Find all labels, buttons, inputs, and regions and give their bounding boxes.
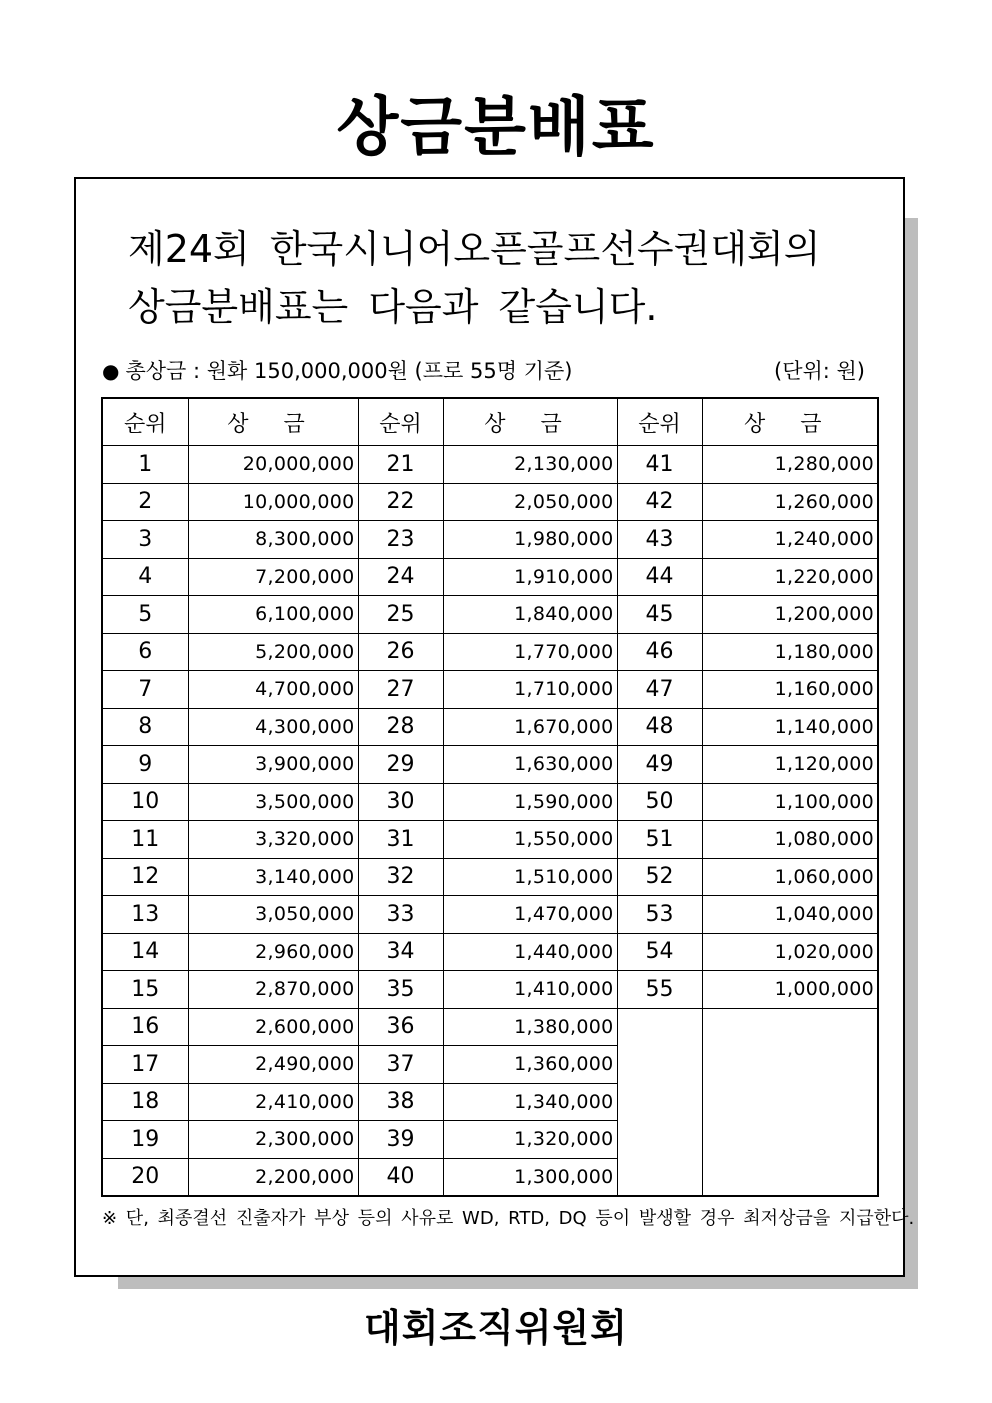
table-row <box>102 446 878 484</box>
rank-cell: 54 <box>617 933 702 971</box>
rank-cell: 46 <box>617 633 702 671</box>
prize-cell: 2,870,000 <box>188 971 358 1009</box>
rank-cell: 33 <box>358 896 443 934</box>
rank-cell: 19 <box>102 1121 188 1159</box>
rank-cell: 25 <box>358 596 443 634</box>
prize-cell: 3,140,000 <box>188 858 358 896</box>
header-prize: 상 금 <box>443 398 617 446</box>
table-row <box>102 783 878 821</box>
rank-cell: 37 <box>358 1046 443 1084</box>
table-row <box>102 971 878 1009</box>
rank-cell: 15 <box>102 971 188 1009</box>
rank-cell: 7 <box>102 671 188 709</box>
rank-cell: 31 <box>358 821 443 859</box>
rank-cell: 23 <box>358 521 443 559</box>
prize-cell: 2,200,000 <box>188 1158 358 1196</box>
prize-cell: 1,180,000 <box>702 633 878 671</box>
table-row <box>102 521 878 559</box>
prize-cell: 1,060,000 <box>702 858 878 896</box>
rank-cell: 12 <box>102 858 188 896</box>
rank-cell: 55 <box>617 971 702 1009</box>
rank-cell: 34 <box>358 933 443 971</box>
prize-cell: 2,960,000 <box>188 933 358 971</box>
page-title: 상금분배표 <box>336 91 656 165</box>
rank-cell: 22 <box>358 483 443 521</box>
table-body <box>102 446 878 1197</box>
prize-cell: 3,900,000 <box>188 746 358 784</box>
table-row <box>102 596 878 634</box>
rank-cell: 52 <box>617 858 702 896</box>
rank-cell: 28 <box>358 708 443 746</box>
prize-cell: 1,300,000 <box>443 1158 617 1196</box>
prize-cell: 5,200,000 <box>188 633 358 671</box>
rank-cell: 42 <box>617 483 702 521</box>
rank-cell: 50 <box>617 783 702 821</box>
header-rank: 순위 <box>102 398 188 446</box>
total-prize-text: 총상금 : 원화 150,000,000원 (프로 55명 기준) <box>125 359 573 383</box>
rank-cell: 27 <box>358 671 443 709</box>
rank-cell: 41 <box>617 446 702 484</box>
prize-cell: 1,220,000 <box>702 558 878 596</box>
prize-cell: 1,550,000 <box>443 821 617 859</box>
prize-cell: 1,630,000 <box>443 746 617 784</box>
rank-cell: 16 <box>102 1008 188 1046</box>
prize-cell: 1,590,000 <box>443 783 617 821</box>
prize-cell: 10,000,000 <box>188 483 358 521</box>
prize-cell: 1,840,000 <box>443 596 617 634</box>
rank-cell: 1 <box>102 446 188 484</box>
rank-cell: 44 <box>617 558 702 596</box>
rank-cell: 9 <box>102 746 188 784</box>
prize-cell: 2,050,000 <box>443 483 617 521</box>
intro-text <box>128 220 820 336</box>
rank-cell: 36 <box>358 1008 443 1046</box>
prize-cell: 4,300,000 <box>188 708 358 746</box>
prize-cell: 20,000,000 <box>188 446 358 484</box>
prize-cell: 1,320,000 <box>443 1121 617 1159</box>
rank-cell: 5 <box>102 596 188 634</box>
rank-cell: 14 <box>102 933 188 971</box>
intro-line-1: 제24회 한국시니어오픈골프선수권대회의 <box>128 227 821 271</box>
prize-cell: 1,360,000 <box>443 1046 617 1084</box>
prize-cell: 1,280,000 <box>702 446 878 484</box>
rank-cell: 17 <box>102 1046 188 1084</box>
rank-cell: 10 <box>102 783 188 821</box>
rank-cell: 43 <box>617 521 702 559</box>
rank-cell: 20 <box>102 1158 188 1196</box>
rank-cell: 38 <box>358 1083 443 1121</box>
prize-cell: 1,910,000 <box>443 558 617 596</box>
prize-cell: 8,300,000 <box>188 521 358 559</box>
header-rank: 순위 <box>358 398 443 446</box>
empty-cell <box>702 1008 878 1196</box>
rank-cell: 48 <box>617 708 702 746</box>
empty-cell <box>617 1008 702 1196</box>
rank-cell: 3 <box>102 521 188 559</box>
prize-cell: 1,160,000 <box>702 671 878 709</box>
footnote: ※ 단, 최종결선 진출자가 부상 등의 사유로 WD, RTD, DQ 등이 발생할 경우 최저상금을 지급한다. <box>102 1208 915 1229</box>
table-row <box>102 896 878 934</box>
prize-cell: 2,490,000 <box>188 1046 358 1084</box>
rank-cell: 18 <box>102 1083 188 1121</box>
rank-cell: 13 <box>102 896 188 934</box>
prize-table <box>101 397 879 1197</box>
table-row <box>102 821 878 859</box>
prize-cell: 3,050,000 <box>188 896 358 934</box>
prize-cell: 1,120,000 <box>702 746 878 784</box>
prize-cell: 1,410,000 <box>443 971 617 1009</box>
rank-cell: 11 <box>102 821 188 859</box>
header-prize: 상 금 <box>702 398 878 446</box>
prize-cell: 1,770,000 <box>443 633 617 671</box>
table-row <box>102 1008 878 1046</box>
prize-cell: 6,100,000 <box>188 596 358 634</box>
prize-cell: 1,080,000 <box>702 821 878 859</box>
table-row <box>102 858 878 896</box>
prize-cell: 1,200,000 <box>702 596 878 634</box>
prize-cell: 1,000,000 <box>702 971 878 1009</box>
rank-cell: 32 <box>358 858 443 896</box>
prize-cell: 1,240,000 <box>702 521 878 559</box>
rank-cell: 49 <box>617 746 702 784</box>
prize-cell: 7,200,000 <box>188 558 358 596</box>
organizer: 대회조직위원회 <box>364 1306 628 1350</box>
prize-cell: 2,300,000 <box>188 1121 358 1159</box>
rank-cell: 26 <box>358 633 443 671</box>
prize-cell: 1,020,000 <box>702 933 878 971</box>
header-rank: 순위 <box>617 398 702 446</box>
bullet-icon: ● <box>102 359 120 383</box>
prize-summary <box>102 357 877 385</box>
prize-cell: 1,140,000 <box>702 708 878 746</box>
rank-cell: 24 <box>358 558 443 596</box>
prize-cell: 1,440,000 <box>443 933 617 971</box>
intro-line-2: 상금분배표는 다음과 같습니다. <box>128 285 658 329</box>
rank-cell: 30 <box>358 783 443 821</box>
prize-cell: 3,500,000 <box>188 783 358 821</box>
table-row <box>102 633 878 671</box>
table-row <box>102 746 878 784</box>
table-header-row <box>102 398 878 446</box>
prize-cell: 2,600,000 <box>188 1008 358 1046</box>
prize-cell: 1,380,000 <box>443 1008 617 1046</box>
rank-cell: 4 <box>102 558 188 596</box>
prize-cell: 1,670,000 <box>443 708 617 746</box>
rank-cell: 2 <box>102 483 188 521</box>
table-row <box>102 708 878 746</box>
table-row <box>102 558 878 596</box>
unit-label: (단위: 원) <box>774 359 865 383</box>
table-row <box>102 933 878 971</box>
rank-cell: 6 <box>102 633 188 671</box>
prize-cell: 4,700,000 <box>188 671 358 709</box>
prize-cell: 1,710,000 <box>443 671 617 709</box>
rank-cell: 51 <box>617 821 702 859</box>
prize-cell: 1,470,000 <box>443 896 617 934</box>
rank-cell: 35 <box>358 971 443 1009</box>
prize-cell: 1,100,000 <box>702 783 878 821</box>
rank-cell: 8 <box>102 708 188 746</box>
prize-cell: 1,510,000 <box>443 858 617 896</box>
table-row <box>102 671 878 709</box>
prize-cell: 2,130,000 <box>443 446 617 484</box>
prize-cell: 1,040,000 <box>702 896 878 934</box>
prize-cell: 1,340,000 <box>443 1083 617 1121</box>
prize-cell: 1,260,000 <box>702 483 878 521</box>
rank-cell: 39 <box>358 1121 443 1159</box>
rank-cell: 21 <box>358 446 443 484</box>
rank-cell: 40 <box>358 1158 443 1196</box>
header-prize: 상 금 <box>188 398 358 446</box>
rank-cell: 45 <box>617 596 702 634</box>
prize-cell: 3,320,000 <box>188 821 358 859</box>
prize-cell: 1,980,000 <box>443 521 617 559</box>
rank-cell: 53 <box>617 896 702 934</box>
rank-cell: 47 <box>617 671 702 709</box>
rank-cell: 29 <box>358 746 443 784</box>
prize-cell: 2,410,000 <box>188 1083 358 1121</box>
table-row <box>102 483 878 521</box>
